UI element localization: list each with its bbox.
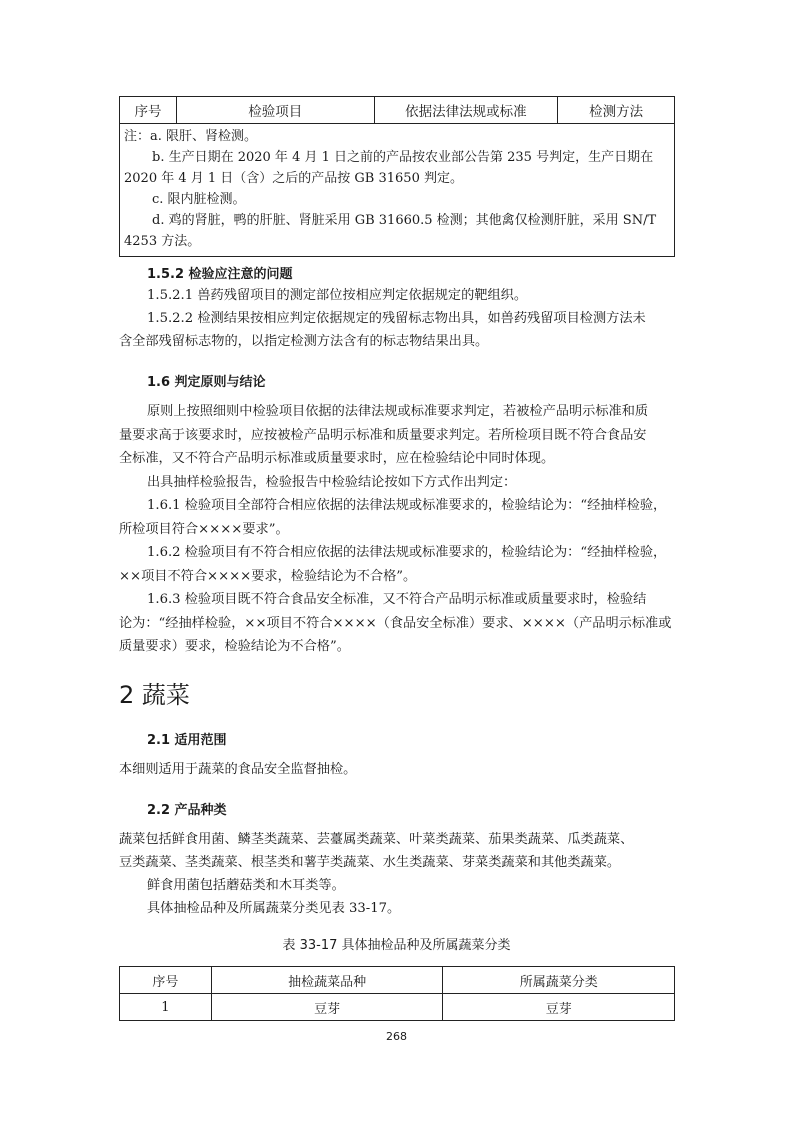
table-header-row	[120, 967, 675, 994]
page-number: 268	[386, 1030, 407, 1043]
inspection-items-table	[119, 96, 675, 257]
note-b-cont: 2020 年 4 月 1 日（含）之后的产品按 GB 31650 判定。	[124, 171, 463, 186]
para-2-2	[119, 828, 679, 920]
para-1-5-2-1: 1.5.2.1 兽药残留项目的测定部位按相应判定依据规定的靶组织。	[147, 288, 528, 303]
heading-1-5-2: 1.5.2 检验应注意的问题	[147, 267, 293, 282]
heading-1-6: 1.6 判定原则与结论	[147, 375, 266, 390]
para-1-5-2	[119, 284, 679, 353]
para-1-6-report: 出具抽样检验报告，检验报告中检验结论按如下方式作出判定：	[147, 474, 517, 490]
cell-seq: 1	[120, 994, 212, 1021]
cell-category: 豆芽	[443, 994, 675, 1021]
para-2-2-l4: 具体抽检品种及所属蔬菜分类见表 33-17。	[147, 901, 401, 916]
para-1-6-1-l2: 所检项目符合××××要求”。	[119, 521, 289, 537]
header-item: 检验项目	[176, 97, 374, 124]
para-2-2-l2: 豆类蔬菜、茎类蔬菜、根茎类和薯芋类蔬菜、水生类蔬菜、芽菜类蔬菜和其他类蔬菜。	[119, 855, 621, 870]
note-c: c. 限内脏检测。	[152, 192, 246, 207]
header-basis: 依据法律法规或标准	[374, 97, 558, 124]
note-a: 注：a. 限肝、肾检测。	[124, 129, 258, 144]
table-caption: 表 33-17 具体抽检品种及所属蔬菜分类	[282, 938, 511, 953]
para-1-6-3-l1: 1.6.3 检验项目既不符合食品安全标准，又不符合产品明示标准或质量要求时，检验结	[147, 592, 647, 607]
header-seq: 序号	[120, 967, 212, 994]
para-1-6-2-l2: ××项目不符合××××要求，检验结论为不合格”。	[119, 568, 417, 584]
para-1-6-1-l1: 1.6.1 检验项目全部符合相应依据的法律法规或标准要求的，检验结论为：“经抽样检验，	[147, 498, 667, 513]
para-1-6-l1: 原则上按照细则中检验项目依据的法律法规或标准要求判定，若被检产品明示标准和质	[147, 404, 649, 419]
header-seq: 序号	[120, 97, 177, 124]
vegetable-category-table	[119, 966, 675, 1021]
heading-2-2: 2.2 产品种类	[147, 803, 227, 818]
section-2-title: 2 蔬菜	[119, 681, 190, 709]
para-1-6	[119, 400, 679, 659]
para-1-6-3-l3: 质量要求）要求，检验结论为不合格”。	[119, 639, 350, 654]
para-2-1	[119, 758, 679, 781]
note-d: d. 鸡的肾脏，鸭的肝脏、肾脏采用 GB 31660.5 检测；其他禽仅检测肝脏，采用 SN/T	[152, 213, 657, 228]
table-notes	[120, 124, 675, 257]
para-1-6-l3: 全标准，又不符合产品明示标准或质量要求时，应在检验结论中同时体现。	[119, 451, 555, 466]
table-header-row	[120, 97, 675, 124]
para-2-2-l3: 鲜食用菌包括蘑菇类和木耳类等。	[147, 878, 345, 893]
para-2-2-l1: 蔬菜包括鲜食用菌、鳞茎类蔬菜、芸薹属类蔬菜、叶菜类蔬菜、茄果类蔬菜、瓜类蔬菜、	[119, 832, 634, 847]
para-1-5-2-2: 1.5.2.2 检测结果按相应判定依据规定的残留标志物出具，如兽药残留项目检测方法未	[147, 311, 646, 326]
para-1-6-l2: 量要求高于该要求时，应按被检产品明示标准和质量要求判定。若所检项目既不符合食品安	[119, 427, 647, 443]
note-d-cont: 4253 方法。	[124, 234, 201, 249]
header-method: 检测方法	[558, 97, 675, 124]
table-row	[120, 994, 675, 1021]
table-notes-row	[120, 124, 675, 257]
note-b: b. 生产日期在 2020 年 4 月 1 日之前的产品按农业部公告第 235 号判定，生产日期在	[152, 150, 654, 165]
heading-2-1: 2.1 适用范围	[147, 733, 227, 748]
para-2-1-text: 本细则适用于蔬菜的食品安全监督抽检。	[119, 762, 357, 777]
header-variety: 抽检蔬菜品种	[211, 967, 443, 994]
cell-variety: 豆芽	[211, 994, 443, 1021]
para-1-6-3-l2: 论为：“经抽样检验，××项目不符合××××（食品安全标准）要求、××××（产品明示标准或	[119, 615, 672, 631]
para-1-6-2-l1: 1.6.2 检验项目有不符合相应依据的法律法规或标准要求的，检验结论为：“经抽样检验，	[147, 545, 667, 560]
para-1-5-2-2-cont: 含全部残留标志物的，以指定检测方法含有的标志物结果出具。	[119, 334, 489, 349]
header-category: 所属蔬菜分类	[443, 967, 675, 994]
